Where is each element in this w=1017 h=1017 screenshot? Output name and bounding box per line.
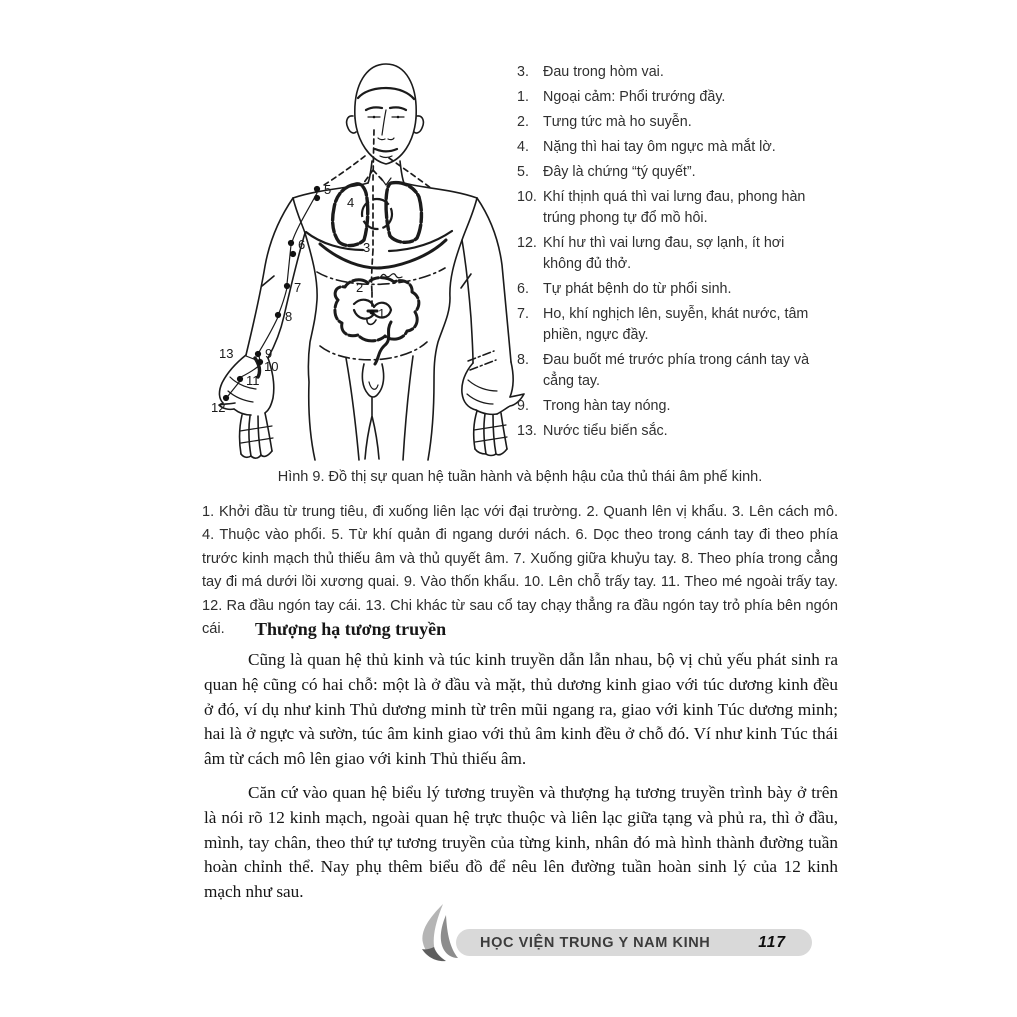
point-label-1: 1 (378, 306, 386, 321)
item-number: 12. (517, 235, 537, 251)
list-item (517, 162, 822, 183)
item-number: 5. (517, 164, 529, 180)
point-label-11: 11 (246, 373, 260, 388)
point-label-8: 8 (285, 309, 293, 324)
item-number: 4. (517, 139, 529, 155)
list-item (517, 421, 822, 442)
list-item (517, 350, 822, 392)
item-text: Tự phát bệnh do từ phổi sinh. (543, 281, 732, 297)
list-item (517, 279, 822, 300)
page-number: 117 (758, 933, 786, 951)
item-number: 8. (517, 352, 529, 368)
point-label-9: 9 (265, 346, 273, 361)
point-label-6: 6 (298, 237, 306, 252)
item-text: Nước tiểu biến sắc. (543, 423, 668, 439)
figure-caption: Hình 9. Đồ thị sự quan hệ tuần hành và bệnh hậu của thủ thái âm phế kinh. (277, 469, 763, 485)
item-text: Ngoại cảm: Phổi trướng đầy. (543, 89, 726, 105)
point-label-10: 10 (264, 359, 279, 374)
list-item (517, 304, 822, 346)
item-number: 1. (517, 89, 529, 105)
footer-bar (456, 929, 812, 956)
item-text: Nặng thì hai tay ôm ngực mà mắt lờ. (543, 139, 776, 155)
point-label-13: 13 (219, 346, 234, 361)
point-label-12: 12 (211, 400, 226, 415)
list-item (517, 137, 822, 158)
item-number: 10. (517, 189, 537, 205)
item-number: 13. (517, 423, 537, 439)
item-text: Khí hư thì vai lưng đau, sợ lạnh, ít hơi không đủ thở. (543, 235, 785, 272)
symptom-list (517, 62, 822, 446)
point-label-7: 7 (294, 280, 302, 295)
section-heading: Thượng hạ tương truyền (255, 619, 447, 639)
point-label-4: 4 (347, 195, 355, 210)
publisher-logo-icon (415, 903, 463, 963)
item-number: 9. (517, 398, 529, 414)
point-label-5: 5 (324, 182, 332, 197)
item-text: Đau buốt mé trước phía trong cánh tay và cẳng tay. (543, 352, 810, 389)
body-paragraph-2: Căn cứ vào quan hệ biểu lý tương truyền và thượng hạ tương truyền trình bày ở trên là nói rõ 12 kinh mạch, ngoài quan hệ trực thuộc và liên lạc giữa tạng và phủ ra, thì ở đầu, mình, tay chân, theo thứ tự tương truyền của từng kinh, nhân đó mà hình thành đường tuần hoàn chỉnh thể. Nay phụ thêm biểu đồ để nêu lên đường tuần hoàn sinh lý của 12 kinh mạch như sau. (204, 782, 838, 902)
body-section (204, 619, 838, 914)
item-text: Tưng tức mà ho suyễn. (543, 114, 692, 130)
anatomy-figure (205, 52, 525, 462)
item-number: 2. (517, 114, 529, 130)
item-number: 3. (517, 64, 529, 80)
list-item (517, 396, 822, 417)
point-label-3: 3 (363, 240, 371, 255)
list-item (517, 112, 822, 133)
list-item (517, 62, 822, 83)
item-number: 6. (517, 281, 529, 297)
body-paragraph-1: Cũng là quan hệ thủ kinh và túc kinh truyền dẫn lẫn nhau, bộ vị chủ yếu phát sinh ra quan hệ cũng có hai chỗ: một là ở đầu và mặt, thủ dương kinh giao với túc dương kinh đều ở đó, ví dụ như kinh Thủ dương minh từ trên mũi ngang ra, giao với kinh Túc dương minh; hai là ở ngực và sườn, túc âm kinh giao với thủ âm kinh đều ở chỗ đó. Ví như kinh Túc thái âm từ cách mô lên giao với kinh Thủ thiếu âm. (204, 650, 838, 769)
figure-description: 1. Khởi đầu từ trung tiêu, đi xuống liên lạc với đại trường. 2. Quanh lên vị khẩu. 3. Lên cách mô. 4. Thuộc vào phổi. 5. Từ khí quản đi ngang dưới nách. 6. Dọc theo trong cánh tay đi theo phía trước kinh mạch thủ thiếu âm và thủ quyết âm. 7. Xuống giữa khuỷu tay. 8. Theo phía trong cẳng tay đi má dưới lồi xương quai. 9. Vào thốn khẩu. 10. Lên chỗ trấy tay. 11. Theo mé ngoài trấy tay. 12. Ra đầu ngón tay cái. 13. Chi khác từ sau cổ tay chạy thẳng ra đầu ngón tay trỏ phía bên ngón cái. (202, 504, 838, 638)
list-item (517, 233, 822, 275)
list-item (517, 87, 822, 108)
point-label-2: 2 (356, 280, 364, 295)
item-text: Trong hàn tay nóng. (543, 398, 671, 414)
item-number: 7. (517, 306, 529, 322)
item-text: Khí thịnh quá thì vai lưng đau, phong hàn trúng phong tự đổ mồ hôi. (543, 189, 806, 226)
institution-name: HỌC VIỆN TRUNG Y NAM KINH (480, 934, 711, 951)
item-text: Đau trong hòm vai. (543, 64, 664, 80)
item-text: Đây là chứng “tý quyết”. (543, 164, 696, 180)
item-text: Ho, khí nghịch lên, suyễn, khát nước, tâm phiền, ngực đầy. (543, 306, 809, 343)
list-item (517, 187, 822, 229)
intestines (335, 278, 419, 341)
